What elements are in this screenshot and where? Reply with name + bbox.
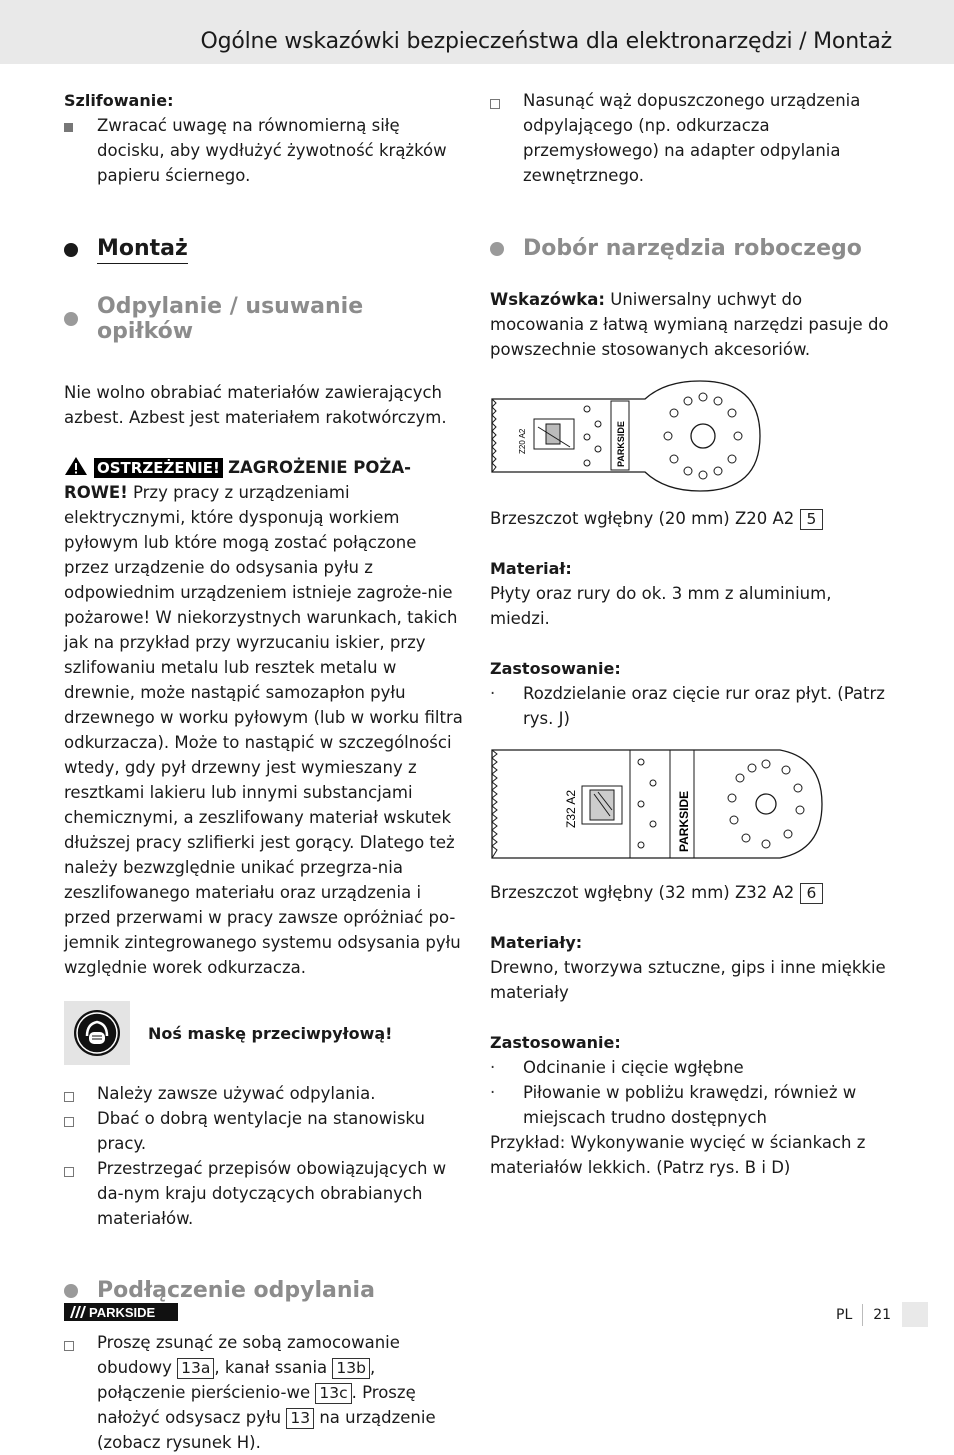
ref-13b: 13b <box>332 1358 370 1379</box>
warning-title: ZAGROŻENIE POŻA-ROWE! <box>64 458 411 502</box>
tool-heading: Dobór narzędzia roboczego <box>490 236 892 261</box>
list-item: Dbać o dobrą wentylacje na stanowisku pracy. <box>64 1106 464 1156</box>
connection-list <box>64 1330 464 1455</box>
ref-5: 5 <box>800 509 824 530</box>
ref-13a: 13a <box>177 1358 214 1379</box>
example-text: Przykład: Wykonywanie wycięć w ściankach z materiałów lekkich. (Patrz rys. B i D) <box>490 1133 866 1177</box>
page-number: 21 <box>873 1307 892 1323</box>
list-item: · Odcinanie i cięcie wgłębne <box>490 1055 892 1080</box>
dust-list <box>64 1081 464 1231</box>
list-item: · Piłowanie w pobliżu krawędzi, również w miejscach trudno dostępnych <box>490 1080 892 1130</box>
heading-bullet-icon <box>64 243 78 257</box>
blade2-caption: Brzeszczot wgłębny (32 mm) Z32 A2 6 <box>490 880 892 905</box>
blade1-caption: Brzeszczot wgłębny (20 mm) Z20 A2 5 <box>490 506 892 531</box>
grinding-title: Szlifowanie: <box>64 91 174 110</box>
page-info <box>836 1304 891 1326</box>
blade-brand-label: PARKSIDE <box>616 421 626 467</box>
page-header <box>0 0 954 64</box>
heading-bullet-icon <box>490 242 504 256</box>
use-list <box>490 681 892 731</box>
list-item: Proszę zsunąć ze sobą zamocowanie obudowy 13a , kanał ssania 13b , połączenie pierścienio-we 13c . Proszę nałożyć odsysacz pyłu 13 na urządzenie (zobacz rysunek H). <box>64 1330 464 1455</box>
ref-6: 6 <box>800 883 824 904</box>
mask-text: Noś maskę przeciwpyłową! <box>148 1023 393 1043</box>
language-code: PL <box>836 1307 853 1323</box>
blade-z32-illustration <box>490 748 826 860</box>
materials-text: Drewno, tworzywa sztuczne, gips i inne miękkie materiały <box>490 958 886 1002</box>
list-item: Należy zawsze używać odpylania. <box>64 1081 464 1106</box>
right-column <box>490 88 892 1180</box>
warning-tag: OSTRZEŻENIE! <box>94 458 223 478</box>
list-item: Zwracać uwagę na równomierną siłę docisku, aby wydłużyć żywotność krążków papieru ściernego. <box>64 113 464 188</box>
asbestos-text: Nie wolno obrabiać materiałów zawierających azbest. Azbest jest materiałem rakotwórczym. <box>64 383 447 427</box>
ref-13c: 13c <box>315 1383 351 1404</box>
note-label: Wskazówka: <box>490 290 606 309</box>
divider <box>862 1304 863 1326</box>
list-item: · Rozdzielanie oraz cięcie rur oraz płyt. (Patrz rys. J) <box>490 681 892 731</box>
blade-code-label: Z32 A2 <box>564 789 578 828</box>
list-item: Przestrzegać przepisów obowiązujących w da-nym kraju dotyczących obrabianych materiałów. <box>64 1156 464 1231</box>
page-tab <box>902 1302 928 1327</box>
warning-triangle-icon <box>64 456 88 476</box>
note-block <box>490 287 892 362</box>
hose-list <box>490 88 892 188</box>
heading-bullet-icon <box>64 1284 78 1298</box>
use-label: Zastosowanie: <box>490 1033 621 1052</box>
brand-logo <box>64 1303 178 1325</box>
mask-notice <box>64 1001 464 1065</box>
blade-code-label: Z20 A2 <box>518 428 527 454</box>
mask-icon-box <box>64 1001 130 1065</box>
dust-heading: Odpylanie / usuwanie opiłków <box>64 294 464 344</box>
left-column <box>64 88 464 1455</box>
note-text: Uniwersalny uchwyt do mocowania z łatwą wymianą narzędzi pasuje do powszechnie stosowanych akcesoriów. <box>490 290 889 359</box>
brand-logo-text: PARKSIDE <box>89 1305 156 1320</box>
warning-text: Przy pracy z urządzeniami elektrycznymi, które dysponują workiem pyłowym lub które mogą zostać połączone przez urządzenie do odsysania pyłu z odpowiednim urządzeniem istnieje zagroże-nie pożarowe! W niekorzystnych warunkach, takich jak na przykład przy wyrzucaniu iskier, przy szlifowaniu metalu lub resztek metalu w drewnie, może nastąpić samozapłon pyłu drzewnego w worku pyłowym (lub w worku filtra odkurzacza). Może to nastąpić w szczególności wtedy, gdy pył drzewny jest wymieszany z resztkami lakieru lub innymi substancjami chemicznymi, a zeszlifowany materiał wskutek dłuższej pracy szlifierki jest gorący. Dlatego też należy bezwzględnie unikać przegrza-nia zeszlifowanego materiału oraz urządzenia i przed przerwami w pracy zawsze opróżniać po-jemnik zintegrowanego systemu odsysania pyłu względnie worek odkurzacza. <box>64 483 463 977</box>
materials-label: Materiały: <box>490 933 583 952</box>
grinding-list <box>64 113 464 188</box>
use-label: Zastosowanie: <box>490 659 621 678</box>
connection-heading: Podłączenie odpylania <box>64 1278 464 1303</box>
warning-block <box>64 455 464 980</box>
material-label: Materiał: <box>490 559 572 578</box>
list-item: Nasunąć wąż dopuszczonego urządzenia odpylającego (np. odkurzacza przemysłowego) na adapter odpylania zewnętrznego. <box>490 88 892 188</box>
use-list <box>490 1055 892 1130</box>
ref-13: 13 <box>286 1408 314 1429</box>
heading-bullet-icon <box>64 312 78 326</box>
material-text: Płyty oraz rury do ok. 3 mm z aluminium, miedzi. <box>490 584 832 628</box>
blade-brand-label: PARKSIDE <box>677 790 691 852</box>
page-title: Ogólne wskazówki bezpieczeństwa dla elektronarzędzi / Montaż <box>200 29 892 54</box>
blade-z20-illustration <box>490 379 762 494</box>
dust-mask-icon <box>72 1008 122 1058</box>
assembly-heading: Montaż <box>64 236 464 264</box>
